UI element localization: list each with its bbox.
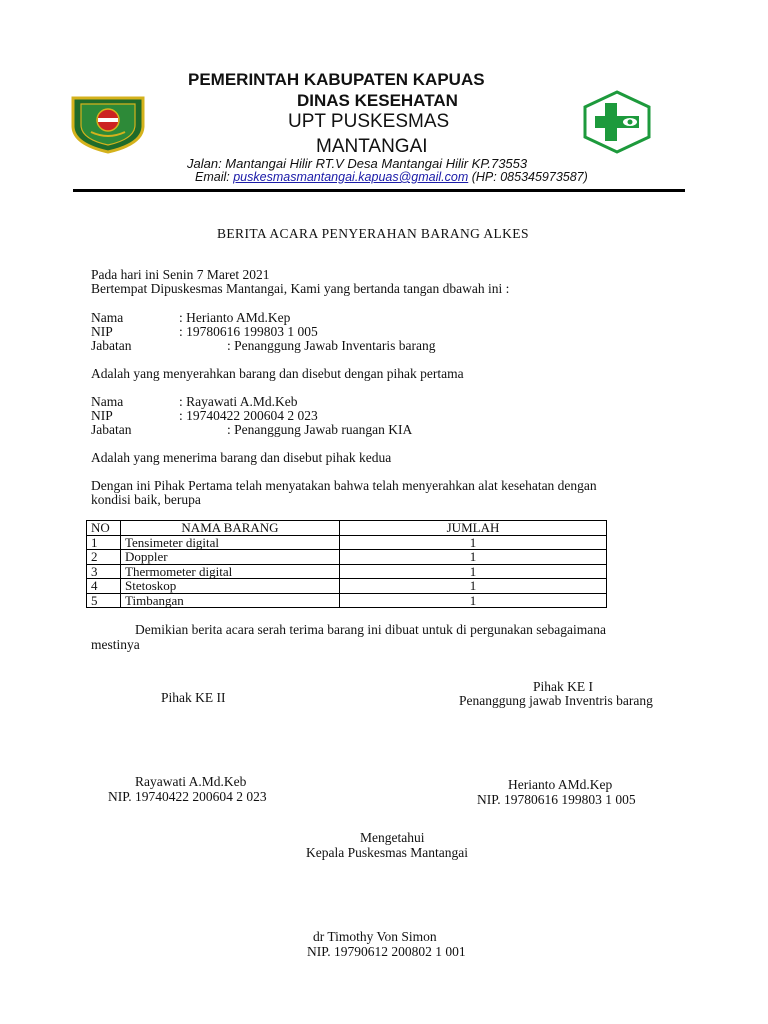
header-no: NO — [87, 521, 121, 536]
table-row — [87, 564, 607, 579]
row-no: 1 — [87, 535, 121, 550]
p1-nama-label: Nama — [91, 310, 124, 325]
p2-jabatan: : Penanggung Jawab ruangan KIA — [227, 422, 413, 437]
table-row — [87, 535, 607, 550]
row-qty: 1 — [340, 564, 607, 579]
p1-nama: : Herianto AMd.Kep — [179, 310, 291, 325]
sig-right-name: Herianto AMd.Kep — [508, 777, 613, 792]
row-qty: 1 — [340, 535, 607, 550]
p1-nip: : 19780616 199803 1 005 — [179, 324, 318, 339]
row-item: Timbangan — [121, 593, 340, 608]
table-row — [87, 550, 607, 565]
table-row — [87, 579, 607, 594]
header-department: DINAS KESEHATAN — [297, 91, 458, 110]
p2-jabatan-label: Jabatan — [91, 422, 132, 437]
row-no: 4 — [87, 579, 121, 594]
sig-right-title1: Pihak KE I — [533, 679, 593, 694]
row-no: 5 — [87, 593, 121, 608]
sig-left-name: Rayawati A.Md.Keb — [135, 774, 247, 789]
p2-nama: : Rayawati A.Md.Keb — [179, 394, 298, 409]
header-government: PEMERINTAH KABUPATEN KAPUAS — [188, 70, 485, 89]
row-no: 2 — [87, 550, 121, 565]
head-name: dr Timothy Von Simon — [313, 929, 437, 944]
p2-nip: : 19740422 200604 2 023 — [179, 408, 318, 423]
header-nama-barang: NAMA BARANG — [121, 521, 340, 536]
closing-line1: Demikian berita acara serah terima barang ini dibuat untuk di pergunakan sebagaimana — [135, 622, 606, 637]
p2-nip-label: NIP — [91, 408, 113, 423]
header-upt: UPT PUSKESMAS — [288, 111, 450, 132]
row-qty: 1 — [340, 550, 607, 565]
intro-place: Bertempat Dipuskesmas Mantangai, Kami yang bertanda tangan dbawah ini : — [91, 281, 510, 296]
p2-nama-label: Nama — [91, 394, 124, 409]
sig-right-title2: Penanggung jawab Inventris barang — [459, 693, 653, 708]
row-item: Doppler — [121, 550, 340, 565]
p1-jabatan-label: Jabatan — [91, 338, 132, 353]
row-item: Stetoskop — [121, 579, 340, 594]
kapuas-crest-logo — [67, 92, 149, 154]
header-divider — [73, 189, 685, 192]
statement-line2: kondisi baik, berupa — [91, 492, 201, 507]
head-nip: NIP. 19790612 200802 1 001 — [307, 944, 466, 959]
row-item: Tensimeter digital — [121, 535, 340, 550]
header-address: Jalan: Mantangai Hilir RT.V Desa Mantangai Hilir KP.73553 — [187, 156, 528, 171]
phone-number: (HP: 085345973587) — [471, 170, 588, 184]
puskesmas-logo — [581, 89, 653, 155]
p2-role: Adalah yang menerima barang dan disebut pihak kedua — [91, 450, 392, 465]
email-prefix: Email: — [195, 170, 230, 184]
row-item: Thermometer digital — [121, 564, 340, 579]
statement-line1: Dengan ini Pihak Pertama telah menyatakan bahwa telah menyerahkan alat kesehatan dengan — [91, 478, 597, 493]
p1-nip-label: NIP — [91, 324, 113, 339]
row-qty: 1 — [340, 593, 607, 608]
email-link[interactable]: puskesmasmantangai.kapuas@gmail.com — [233, 170, 469, 184]
header-location: MANTANGAI — [316, 136, 428, 157]
header-jumlah: JUMLAH — [340, 521, 607, 536]
p1-role: Adalah yang menyerahkan barang dan disebut dengan pihak pertama — [91, 366, 464, 381]
p1-jabatan: : Penanggung Jawab Inventaris barang — [227, 338, 436, 353]
row-qty: 1 — [340, 579, 607, 594]
table-row — [87, 593, 607, 608]
document-title: BERITA ACARA PENYERAHAN BARANG ALKES — [217, 226, 529, 241]
header-contact — [195, 170, 588, 184]
mengetahui-label: Mengetahui — [360, 830, 425, 845]
row-no: 3 — [87, 564, 121, 579]
intro-date: Pada hari ini Senin 7 Maret 2021 — [91, 267, 270, 282]
closing-line2: mestinya — [91, 637, 140, 652]
mengetahui-position: Kepala Puskesmas Mantangai — [306, 845, 468, 860]
sig-left-nip: NIP. 19740422 200604 2 023 — [108, 789, 267, 804]
table-header-row — [87, 521, 607, 536]
sig-left-title: Pihak KE II — [161, 690, 226, 705]
sig-right-nip: NIP. 19780616 199803 1 005 — [477, 792, 636, 807]
items-table — [86, 520, 607, 608]
